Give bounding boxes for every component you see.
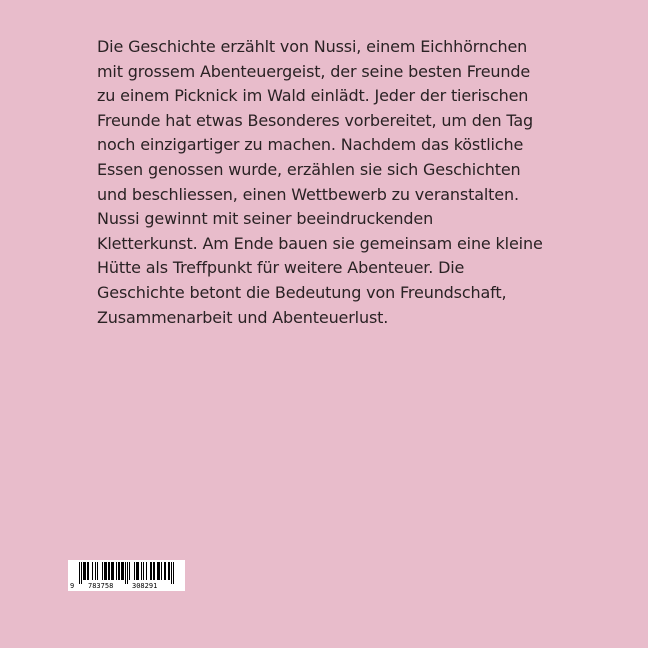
isbn-digits (68, 581, 185, 591)
barcode-bar (109, 562, 110, 580)
blurb-line: zu einem Picknick im Wald einlädt. Jeder der tierischen (97, 86, 529, 106)
barcode-bar (146, 562, 147, 580)
barcode-bar (118, 562, 119, 580)
barcode-bar (154, 562, 155, 580)
isbn-digit-prefix: 9 (70, 582, 75, 590)
blurb-line: Geschichte betont die Bedeutung von Freundschaft, (97, 282, 507, 302)
barcode-bar (141, 562, 142, 580)
barcode-bar (161, 562, 162, 580)
barcode-bar (119, 562, 120, 580)
blurb-line: Essen genossen wurde, erzählen sie sich Geschichten (97, 159, 521, 179)
barcode-bar (83, 562, 84, 580)
barcode-bar (102, 562, 103, 580)
blurb-line: Nussi gewinnt mit seiner beeindruckenden (97, 209, 434, 229)
barcode-bar (151, 562, 152, 580)
barcode-bar (108, 562, 109, 580)
barcode-bar (121, 562, 122, 580)
blurb-line: Freunde hat etwas Besonderes vorbereitet, um den Tag (97, 110, 534, 130)
isbn-barcode (68, 560, 185, 591)
barcode-bar (123, 562, 124, 580)
barcode-bar (157, 562, 158, 580)
barcode-bar (84, 562, 85, 580)
barcode-bar (87, 562, 88, 580)
barcode-bar (158, 562, 159, 580)
barcode-bar (137, 562, 138, 580)
barcode-bar (97, 562, 98, 580)
blurb-line: mit grossem Abenteuergeist, der seine besten Freunde (97, 61, 531, 81)
barcode-bar (164, 562, 165, 580)
barcode-bar (92, 562, 93, 580)
isbn-digits-left: 783758 (88, 582, 114, 590)
book-blurb (97, 35, 587, 330)
barcode-bar (116, 562, 117, 580)
barcode-bar (104, 562, 105, 580)
barcode-bar (112, 562, 113, 580)
blurb-line: noch einzigartiger zu machen. Nachdem das köstliche (97, 135, 524, 155)
blurb-line: Die Geschichte erzählt von Nussi, einem Eichhörnchen (97, 37, 528, 56)
barcode-bar (122, 562, 123, 580)
barcode-bar (106, 562, 107, 580)
barcode-bar (159, 562, 160, 580)
blurb-line: Zusammenarbeit und Abenteuerlust. (97, 307, 389, 327)
barcode-bar (153, 562, 154, 580)
barcode-bar (85, 562, 86, 580)
blurb-line: Kletterkunst. Am Ende bauen sie gemeinsam eine kleine (97, 233, 543, 253)
blurb-line: Hütte als Treffpunkt für weitere Abenteuer. Die (97, 258, 465, 278)
barcode-bar (169, 562, 170, 580)
isbn-digits-right: 308291 (132, 582, 158, 590)
barcode-bar (165, 562, 166, 580)
barcode-bar (95, 562, 96, 580)
barcode-bar (138, 562, 139, 580)
blurb-line: und beschliessen, einen Wettbewerb zu veranstalten. (97, 184, 519, 204)
barcode-bar (136, 562, 137, 580)
barcode-bar (168, 562, 169, 580)
barcode-bar (111, 562, 112, 580)
barcode-bar (143, 562, 144, 580)
barcode-bar (88, 562, 89, 580)
barcode-bar (129, 562, 130, 580)
barcode-bar (134, 562, 135, 580)
barcode-bar (105, 562, 106, 580)
barcode-bar (150, 562, 151, 580)
barcode-bar (113, 562, 114, 580)
